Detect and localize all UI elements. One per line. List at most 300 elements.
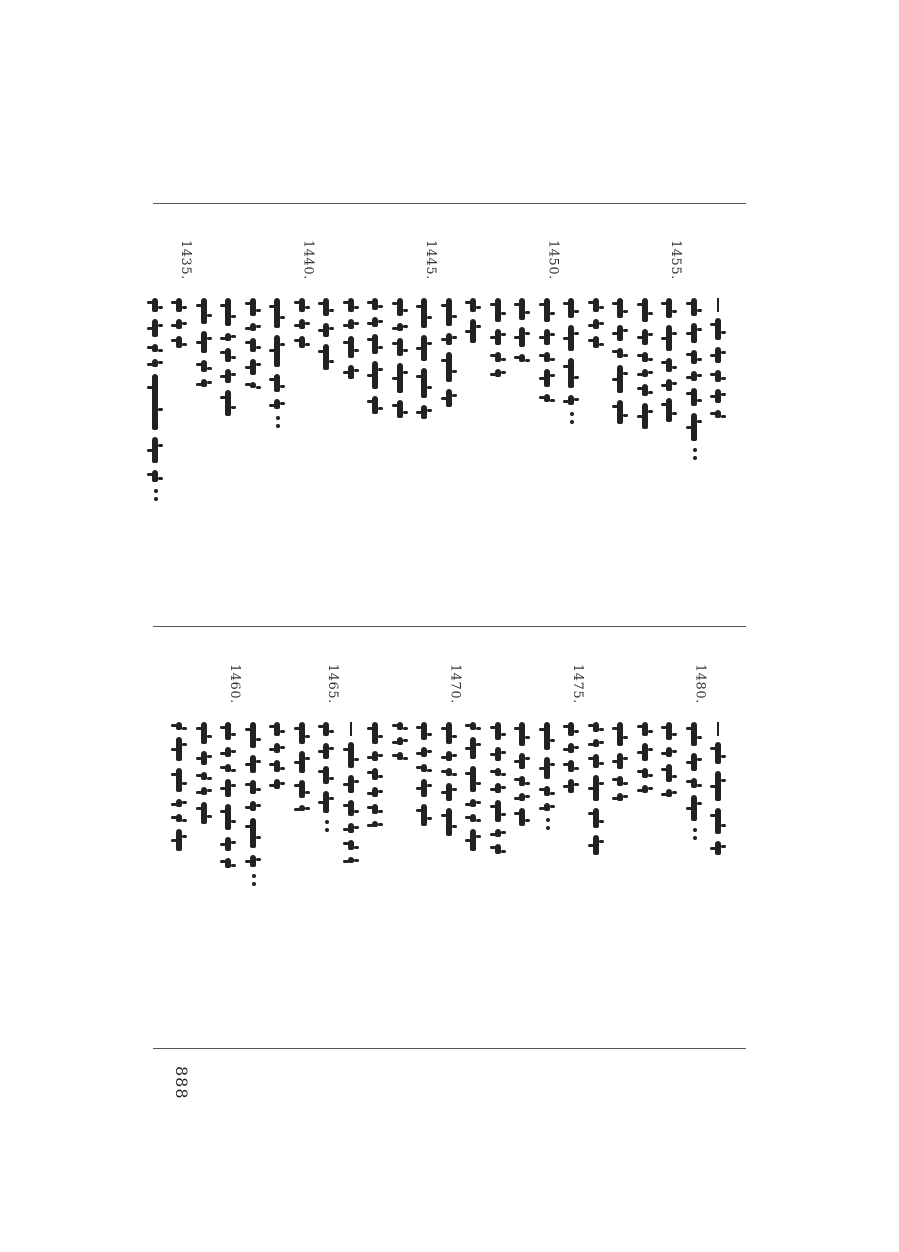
script-word (617, 325, 623, 341)
mongolian-script-line (195, 298, 215, 394)
mongolian-script-line (587, 298, 607, 355)
script-word (348, 800, 354, 816)
script-word (225, 858, 231, 868)
script-word (421, 779, 427, 797)
mongolian-script-line (538, 298, 558, 409)
script-word (201, 298, 207, 324)
mongolian-script-line (636, 298, 656, 436)
script-word (470, 319, 476, 343)
em-dash (717, 722, 719, 736)
script-word (250, 338, 256, 352)
script-word (642, 384, 648, 396)
script-word (715, 410, 721, 418)
text-column (241, 636, 267, 1036)
mongolian-script-line (611, 722, 631, 808)
script-word (495, 800, 501, 822)
script-word (152, 359, 158, 367)
text-column (192, 636, 218, 1036)
text-column (535, 212, 561, 612)
script-word (152, 437, 158, 463)
mongolian-script-line (170, 722, 190, 858)
mongolian-script-line (342, 722, 362, 870)
mongolian-script-line (391, 298, 411, 425)
line-number: 1475. (570, 664, 585, 704)
script-word (617, 793, 623, 801)
script-word (274, 760, 280, 772)
text-column (535, 636, 561, 1036)
script-word (372, 751, 378, 761)
script-word (274, 298, 280, 328)
mongolian-script-line (415, 722, 435, 833)
text-column (584, 212, 610, 612)
script-word (225, 837, 231, 851)
text-column (339, 212, 365, 612)
script-word (617, 776, 623, 786)
script-word (519, 793, 525, 801)
mongolian-script-line (244, 298, 264, 395)
text-column (510, 636, 536, 1036)
line-number: 1460. (227, 664, 242, 704)
script-word (470, 829, 476, 851)
script-word (495, 829, 501, 837)
script-word (323, 298, 329, 316)
script-word (225, 333, 231, 341)
script-word (397, 400, 403, 418)
script-word (470, 722, 476, 730)
script-word (397, 737, 403, 745)
script-word (446, 751, 452, 761)
script-word (470, 737, 476, 759)
text-column (314, 212, 340, 612)
script-word (470, 766, 476, 792)
script-word (666, 358, 672, 372)
script-word (593, 298, 599, 312)
script-word (470, 799, 476, 807)
script-word (225, 348, 231, 362)
script-word (348, 319, 354, 329)
script-word (225, 722, 231, 740)
script-word (348, 840, 354, 850)
mongolian-script-line (146, 298, 166, 505)
script-word (372, 821, 378, 827)
mongolian-script-line (464, 298, 484, 350)
script-word (299, 805, 305, 811)
colon-punctuation (154, 489, 158, 501)
mongolian-script-line (660, 722, 680, 804)
script-word (715, 771, 721, 801)
script-word (691, 350, 697, 364)
text-column (608, 636, 634, 1036)
script-word (372, 396, 378, 414)
script-word (250, 755, 256, 773)
script-word (642, 785, 648, 793)
page-number: 888 (172, 1066, 191, 1100)
script-word (152, 319, 158, 337)
script-word (544, 298, 550, 322)
script-word (323, 323, 329, 337)
text-column (265, 636, 291, 1036)
text-column (412, 212, 438, 612)
script-word (544, 722, 550, 750)
text-column (241, 212, 267, 612)
script-word (250, 855, 256, 867)
text-column (363, 212, 389, 612)
script-word (617, 400, 623, 424)
mongolian-script-line (489, 722, 509, 861)
script-word (372, 317, 378, 327)
script-word (372, 722, 378, 744)
text-column (706, 636, 732, 1036)
text-column (682, 636, 708, 1036)
script-word (299, 319, 305, 329)
script-word (691, 795, 697, 821)
script-word (323, 344, 329, 370)
script-word (372, 361, 378, 389)
script-word (691, 371, 697, 381)
script-word (348, 823, 354, 833)
script-word (348, 298, 354, 312)
script-word (323, 743, 329, 759)
script-word (642, 743, 648, 761)
script-word (495, 844, 501, 854)
script-word (201, 787, 207, 795)
script-word (568, 358, 574, 388)
script-word (642, 768, 648, 778)
script-word (274, 743, 280, 753)
script-word (372, 334, 378, 354)
script-word (372, 787, 378, 797)
text-column (510, 212, 536, 612)
mongolian-script-line (513, 298, 533, 369)
mongolian-script-line (219, 298, 239, 423)
script-word (225, 804, 231, 830)
script-word (421, 298, 427, 328)
text-column (584, 636, 610, 1036)
script-word (519, 776, 525, 786)
mongolian-script-line (219, 722, 239, 875)
script-word (274, 779, 280, 789)
text-column (559, 636, 585, 1036)
script-word (715, 742, 721, 764)
script-word (519, 808, 525, 826)
script-word (617, 298, 623, 318)
text-column (437, 636, 463, 1036)
script-word (593, 319, 599, 329)
text-column (363, 636, 389, 1036)
script-word (568, 722, 574, 736)
script-word (397, 298, 403, 316)
script-word (421, 368, 427, 398)
script-word (348, 742, 354, 768)
text-column (388, 212, 414, 612)
mongolian-script-line (293, 722, 313, 818)
script-word (372, 804, 378, 814)
script-word (176, 814, 182, 822)
script-word (446, 808, 452, 836)
script-word (397, 338, 403, 356)
script-word (201, 802, 207, 824)
script-word (642, 722, 648, 736)
colon-punctuation (570, 412, 574, 424)
line-number: 1470. (447, 664, 463, 704)
script-word (593, 835, 599, 855)
mongolian-script-line (440, 722, 460, 843)
mongolian-script-line (317, 722, 337, 836)
mongolian-script-line (195, 722, 215, 831)
script-word (691, 323, 697, 343)
script-word (201, 722, 207, 744)
script-word (323, 766, 329, 784)
script-word (250, 801, 256, 811)
text-column (486, 636, 512, 1036)
script-word (568, 298, 574, 318)
script-word (225, 298, 231, 326)
text-column (167, 212, 193, 612)
text-column (143, 212, 169, 612)
script-word (495, 298, 501, 322)
mongolian-script-line (562, 298, 582, 428)
mongolian-script-line (709, 722, 729, 862)
upper-text-block (153, 212, 746, 612)
mongolian-script-line (244, 722, 264, 890)
script-word (666, 325, 672, 351)
script-word (715, 841, 721, 855)
colon-punctuation (325, 820, 329, 832)
script-word (519, 722, 525, 746)
script-word (519, 327, 525, 347)
line-number: 1435. (178, 240, 193, 280)
script-word (666, 722, 672, 740)
script-word (666, 747, 672, 757)
text-column (216, 636, 242, 1036)
text-column (339, 636, 365, 1036)
script-word (397, 363, 403, 393)
script-word (348, 775, 354, 793)
script-word (642, 403, 648, 429)
script-word (299, 780, 305, 798)
script-word (495, 783, 501, 793)
script-word (421, 335, 427, 361)
mongolian-script-line (464, 722, 484, 858)
script-word (470, 298, 476, 312)
script-word (715, 389, 721, 403)
script-word (372, 768, 378, 780)
script-word (446, 333, 452, 345)
line-number: 1445. (423, 240, 438, 280)
script-word (176, 722, 182, 730)
script-word (446, 352, 452, 382)
script-word (617, 365, 623, 393)
mongolian-script-line (660, 298, 680, 429)
script-word (274, 399, 280, 409)
script-word (323, 722, 329, 736)
mongolian-script-line (538, 722, 558, 834)
script-word (225, 764, 231, 772)
script-word (544, 394, 550, 402)
script-word (666, 298, 672, 318)
line-number: 1480. (692, 664, 708, 704)
script-word (715, 318, 721, 340)
mongolian-script-line (685, 298, 705, 464)
lower-text-block (153, 636, 746, 1036)
script-word (715, 370, 721, 382)
mongolian-script-line (391, 722, 411, 767)
text-column (657, 212, 683, 612)
mongolian-script-line (587, 722, 607, 862)
script-word (250, 722, 256, 748)
text-column (706, 212, 732, 612)
script-word (495, 369, 501, 377)
middle-rule (153, 626, 746, 627)
script-word (519, 354, 525, 362)
script-word (421, 405, 427, 419)
script-word (299, 298, 305, 312)
script-word (544, 786, 550, 796)
script-word (250, 323, 256, 331)
script-word (299, 751, 305, 773)
script-word (568, 325, 574, 351)
script-word (495, 329, 501, 345)
text-column (314, 636, 340, 1036)
script-word (544, 352, 550, 362)
script-word (250, 780, 256, 794)
script-word (544, 369, 550, 387)
script-word (617, 722, 623, 746)
colon-punctuation (546, 818, 550, 830)
script-word (642, 369, 648, 377)
script-word (421, 764, 427, 772)
script-word (348, 857, 354, 863)
script-word (593, 739, 599, 747)
script-word (250, 359, 256, 375)
script-word (495, 747, 501, 761)
script-word (495, 768, 501, 776)
mongolian-script-line (685, 722, 705, 844)
script-word (691, 413, 697, 441)
script-word (691, 778, 697, 788)
text-column (388, 636, 414, 1036)
script-word (495, 352, 501, 362)
script-word (250, 298, 256, 316)
text-column (461, 636, 487, 1036)
mongolian-script-line (293, 298, 313, 355)
script-word (201, 360, 207, 372)
script-word (593, 722, 599, 732)
script-word (348, 336, 354, 358)
script-word (176, 336, 182, 348)
line-number: 1450. (545, 240, 561, 280)
script-word (666, 398, 672, 422)
text-column (559, 212, 585, 612)
mongolian-script-line (268, 722, 288, 796)
text-column (290, 212, 316, 612)
script-word (715, 808, 721, 834)
script-word (274, 335, 280, 367)
script-word (152, 298, 158, 312)
text-column (608, 212, 634, 612)
text-column (486, 212, 512, 612)
top-rule (153, 203, 746, 204)
script-word (201, 331, 207, 353)
script-word (519, 753, 525, 769)
mongolian-script-line (562, 722, 582, 800)
script-word (299, 722, 305, 744)
script-word (299, 336, 305, 348)
script-word (691, 753, 697, 771)
script-word (397, 722, 403, 730)
script-word (691, 298, 697, 316)
text-column (437, 212, 463, 612)
mongolian-script-line (342, 298, 362, 386)
script-word (691, 388, 697, 406)
script-word (446, 389, 452, 407)
script-word (421, 722, 427, 740)
script-word (397, 323, 403, 331)
script-word (225, 747, 231, 757)
script-word (201, 772, 207, 780)
script-word (152, 470, 158, 482)
mongolian-script-line (489, 298, 509, 384)
mongolian-script-line (170, 298, 190, 355)
script-word (348, 365, 354, 379)
script-word (152, 374, 158, 430)
script-word (176, 319, 182, 329)
text-column (633, 636, 659, 1036)
script-word (691, 722, 697, 746)
script-word (274, 374, 280, 392)
script-word (446, 298, 452, 326)
script-word (446, 768, 452, 776)
em-dash (717, 298, 719, 312)
script-word (225, 390, 231, 416)
script-word (666, 379, 672, 391)
text-column (167, 636, 193, 1036)
script-word (397, 752, 403, 760)
script-word (544, 329, 550, 345)
script-word (446, 722, 452, 744)
mongolian-script-line (513, 722, 533, 833)
script-word (642, 329, 648, 345)
text-column (265, 212, 291, 612)
script-word (274, 722, 280, 736)
script-word (176, 799, 182, 807)
mongolian-script-line (366, 722, 386, 834)
mongolian-script-line (611, 298, 631, 431)
script-word (421, 747, 427, 757)
text-column (461, 212, 487, 612)
text-column (290, 636, 316, 1036)
script-word (201, 751, 207, 765)
script-word (495, 722, 501, 740)
script-word (421, 804, 427, 826)
text-column (657, 636, 683, 1036)
mongolian-script-line (366, 298, 386, 421)
script-word (568, 743, 574, 753)
mongolian-script-line (317, 298, 337, 377)
mongolian-script-line (636, 722, 656, 800)
script-word (176, 768, 182, 792)
script-word (544, 803, 550, 811)
script-word (201, 379, 207, 387)
script-word (225, 369, 231, 383)
line-number: 1440. (300, 240, 316, 280)
script-word (372, 298, 378, 310)
script-word (666, 764, 672, 782)
script-word (470, 814, 476, 822)
line-number: 1465. (325, 664, 340, 704)
script-word (593, 808, 599, 828)
script-word (446, 783, 452, 801)
